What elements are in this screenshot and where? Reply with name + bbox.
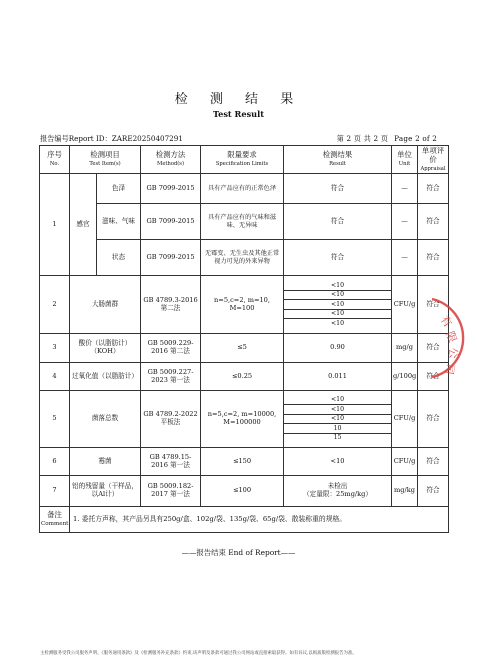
row-unit: — <box>392 174 418 204</box>
row-result: 符合 <box>284 240 392 276</box>
page-indicator <box>337 134 437 144</box>
page-indicator-en: Page 2 of 2 <box>394 134 437 143</box>
row-item: 酸价（以脂肪计）（KOH） <box>70 334 141 363</box>
table-header-row <box>40 146 449 174</box>
row-result-list <box>284 276 392 334</box>
row-result: 符合 <box>284 174 392 204</box>
row-appraisal: 符合 <box>418 448 449 476</box>
table-row <box>40 276 449 334</box>
row-result: 0.90 <box>284 334 392 363</box>
result-sample: 10 <box>284 424 391 434</box>
result-sample: <10 <box>284 405 391 415</box>
row-appraisal: 符合 <box>418 391 449 448</box>
col-header-appraisal: 单项评价 Appraisal <box>418 146 449 174</box>
row-unit: mg/g <box>392 334 418 363</box>
table-row <box>40 240 449 276</box>
row-appraisal: 符合 <box>418 204 449 240</box>
row-method: GB 7099-2015 <box>141 174 201 204</box>
row-group: 感官 <box>70 174 97 276</box>
table-row <box>40 363 449 391</box>
row-appraisal: 符合 <box>418 276 449 334</box>
result-sample: <10 <box>284 281 391 290</box>
result-line-2: （定量限：25mg/kg） <box>303 490 372 498</box>
row-method: GB 4789.2-2022 平板法 <box>141 391 201 448</box>
svg-text:有: 有 <box>437 313 455 330</box>
row-unit: g/100g <box>392 363 418 391</box>
row-item: 菌落总数 <box>70 391 141 448</box>
svg-text:司: 司 <box>442 362 457 376</box>
remarks-text: 1. 委托方声称，其产品另具有250g/盒、102g/袋、135g/袋、65g/袋、散装称重的规格。 <box>70 507 449 533</box>
table-row <box>40 476 449 507</box>
col-header-unit: 单位 Unit <box>392 146 418 174</box>
col-header-no: 序号 No. <box>40 146 70 174</box>
row-limit: ≤0.25 <box>201 363 284 391</box>
row-appraisal: 符合 <box>418 174 449 204</box>
row-appraisal: 符合 <box>418 334 449 363</box>
row-item: 色泽 <box>97 174 141 204</box>
row-item: 大肠菌群 <box>70 276 141 334</box>
row-unit: CFU/g <box>392 391 418 448</box>
col-header-result: 检测结果 Result <box>284 146 392 174</box>
row-limit: ≤100 <box>201 476 284 507</box>
row-unit: CFU/g <box>392 276 418 334</box>
result-sample: <10 <box>284 300 391 310</box>
results-table <box>39 145 449 533</box>
svg-text:限: 限 <box>443 329 460 345</box>
result-sample: <10 <box>284 290 391 300</box>
row-method: GB 4789.15-2016 第一法 <box>141 448 201 476</box>
report-title-cn: 检 测 结 果 <box>174 92 303 107</box>
row-item: 铝的残留量（干样品，以Al计） <box>70 476 141 507</box>
table-row <box>40 448 449 476</box>
row-no: 1 <box>40 174 70 276</box>
report-id: 报告编号Report ID：ZARE20250407291 <box>40 134 183 143</box>
row-limit: ≤150 <box>201 448 284 476</box>
remarks-label: 备注 Comment <box>40 507 70 533</box>
report-title-en: Test Result <box>212 109 265 119</box>
row-no: 2 <box>40 276 70 334</box>
page-indicator-cn: 第 2 页 共 2 页 <box>336 134 389 143</box>
row-appraisal: 符合 <box>418 476 449 507</box>
row-method: GB 5009.227-2023 第一法 <box>141 363 201 391</box>
row-result: 0.011 <box>284 363 392 391</box>
row-no: 6 <box>40 448 70 476</box>
row-result: <10 <box>284 448 392 476</box>
row-method: GB 4789.3-2016 第二法 <box>141 276 201 334</box>
remarks-row <box>40 507 449 533</box>
row-method: GB 5009.182-2017 第一法 <box>141 476 201 507</box>
row-unit: mg/kg <box>392 476 418 507</box>
row-method: GB 5009.229-2016 第二法 <box>141 334 201 363</box>
row-no: 4 <box>40 363 70 391</box>
row-item: 状态 <box>97 240 141 276</box>
table-row <box>40 391 449 448</box>
row-unit: — <box>392 240 418 276</box>
result-sample: 15 <box>333 434 342 442</box>
col-header-item: 检测项目 Test Item(s) <box>70 146 141 174</box>
table-row <box>40 334 449 363</box>
row-limit: 具有产品应有的气味和滋味、无异味 <box>201 204 284 240</box>
row-no: 5 <box>40 391 70 448</box>
table-row <box>40 204 449 240</box>
row-appraisal: 符合 <box>418 240 449 276</box>
row-result <box>284 476 392 507</box>
row-item: 霉菌 <box>70 448 141 476</box>
row-item: 滋味、气味 <box>97 204 141 240</box>
footer-disclaimer: 主检测服务受我公司服务声明、《服务通用条款》及《检测服务补充条款》约束,该声明及条款可通过我公司网站或直接索取获得。如有异议,以纸质版检测报告为准。 <box>40 651 357 656</box>
table-row <box>40 174 449 204</box>
row-limit: ≤5 <box>201 334 284 363</box>
row-item: 过氧化值（以脂肪计） <box>70 363 141 391</box>
row-limit: n=5,c=2, m=10, M=100 <box>201 276 284 334</box>
row-no: 3 <box>40 334 70 363</box>
row-no: 7 <box>40 476 70 507</box>
result-sample: <10 <box>330 319 345 327</box>
result-line-1: 未检出 <box>327 482 348 491</box>
result-sample: <10 <box>284 309 391 319</box>
row-method: GB 7099-2015 <box>141 204 201 240</box>
row-result: 符合 <box>284 204 392 240</box>
row-limit: 无霉变、无生虫及其他正常视力可见的外来异物 <box>201 240 284 276</box>
row-limit: n=5,c=2, m=10000, M=100000 <box>201 391 284 448</box>
row-limit: 具有产品应有的正常色泽 <box>201 174 284 204</box>
row-result-list <box>284 391 392 448</box>
row-appraisal: 符合 <box>418 363 449 391</box>
col-header-method: 检测方法 Method(s) <box>141 146 201 174</box>
result-sample: <10 <box>284 396 391 405</box>
row-unit: CFU/g <box>392 448 418 476</box>
row-unit: — <box>392 204 418 240</box>
result-sample: <10 <box>284 414 391 424</box>
svg-text:公: 公 <box>446 347 460 360</box>
row-method: GB 7099-2015 <box>141 240 201 276</box>
end-of-report: ——报告结束 End of Report—— <box>181 548 296 557</box>
col-header-limit: 限量要求 Specification Limits <box>201 146 284 174</box>
